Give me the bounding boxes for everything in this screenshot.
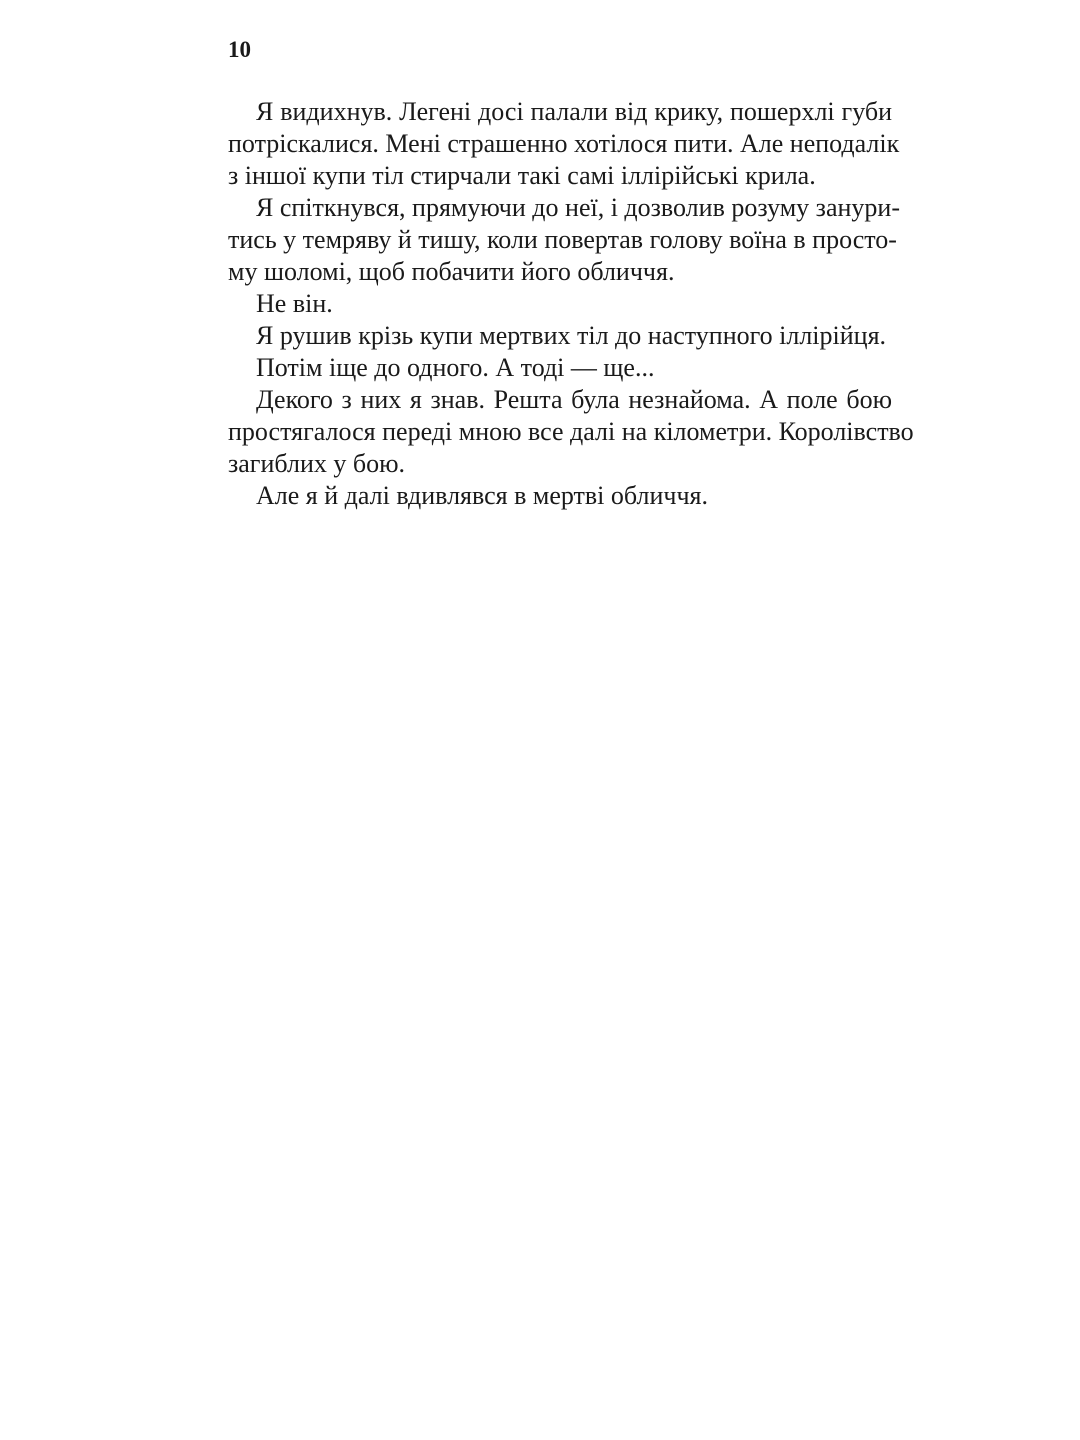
text-line: Але я й далі вдивлявся в мертві обличчя.	[256, 481, 708, 510]
text-line: загиблих у бою.	[228, 449, 406, 478]
text-line: Не він.	[256, 289, 333, 318]
text-line: тись у темряву й тишу, коли повертав голову воїна в просто-	[228, 225, 897, 254]
text-line: му шоломі, щоб побачити його обличчя.	[228, 257, 675, 286]
text-line: Потім іще до одного. А тоді — ще...	[256, 353, 655, 382]
text-line: Декого з них я знав. Решта була незнайома. А поле бою	[256, 385, 892, 414]
page-number: 10	[228, 37, 251, 62]
body-text	[228, 96, 914, 512]
text-line: Я видихнув. Легені досі палали від крику, пошерхлі губи	[256, 97, 892, 126]
text-line: простягалося переді мною все далі на кілометри. Королівство	[228, 417, 914, 446]
text-line: Я рушив крізь купи мертвих тіл до наступного іллірійця.	[256, 321, 887, 350]
text-line: Я спіткнувся, прямуючи до неї, і дозволив розуму занури-	[256, 193, 900, 222]
text-line: з іншої купи тіл стирчали такі самі іллірійські крила.	[228, 161, 816, 190]
text-line: потріскалися. Мені страшенно хотілося пити. Але неподалік	[228, 129, 900, 158]
